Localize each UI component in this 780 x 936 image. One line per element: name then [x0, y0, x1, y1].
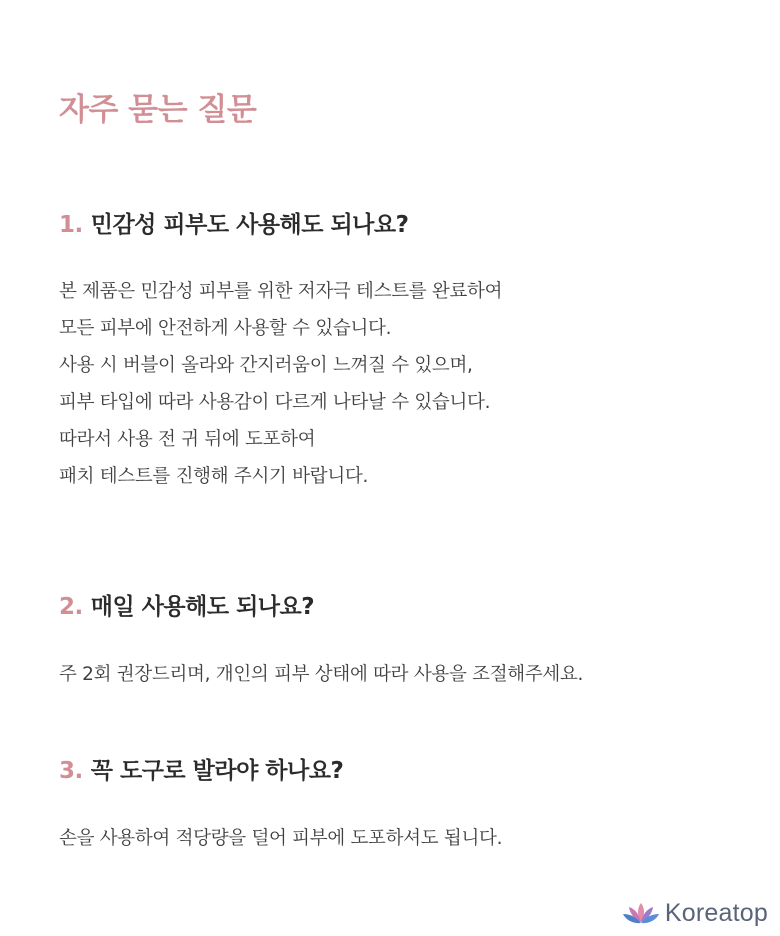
brand-logo: [621, 899, 768, 928]
faq-question: [59, 752, 749, 785]
faq-question-text: 매일 사용해도 되나요?: [90, 594, 315, 620]
faq-answer-line: 주 2회 권장드리며, 개인의 피부 상태에 따라 사용을 조절해주세요.: [59, 664, 584, 685]
faq-answer-line: 피부 타입에 따라 사용감이 다르게 나타날 수 있습니다.: [59, 392, 491, 413]
faq-answer-line: 손을 사용하여 적당량을 덜어 피부에 도포하셔도 됩니다.: [59, 828, 503, 849]
faq-answer: [59, 273, 749, 495]
faq-question-text: 민감성 피부도 사용해도 되나요?: [90, 212, 409, 238]
faq-question: [59, 206, 749, 239]
faq-answer-line: 사용 시 버블이 올라와 간지러움이 느껴질 수 있으며,: [59, 355, 473, 376]
faq-answer: [59, 820, 749, 857]
faq-number: 2.: [59, 594, 83, 620]
faq-question: [59, 588, 749, 621]
faq-answer-line: 본 제품은 민감성 피부를 위한 저자극 테스트를 완료하여: [59, 281, 503, 302]
faq-item: [59, 588, 749, 693]
page-title: 자주 묻는 질문: [59, 92, 257, 128]
lotus-icon: [621, 900, 661, 928]
faq-number: 1.: [59, 212, 83, 238]
brand-name: Koreatop: [664, 899, 768, 927]
faq-answer-line: 패치 테스트를 진행해 주시기 바랍니다.: [59, 466, 369, 487]
faq-number: 3.: [59, 758, 83, 784]
faq-answer-line: 모든 피부에 안전하게 사용할 수 있습니다.: [59, 318, 392, 339]
faq-answer: [59, 656, 749, 693]
faq-item: [59, 752, 749, 857]
faq-question-text: 꼭 도구로 발라야 하나요?: [90, 758, 344, 784]
faq-answer-line: 따라서 사용 전 귀 뒤에 도포하여: [59, 429, 316, 450]
faq-item: [59, 206, 749, 495]
